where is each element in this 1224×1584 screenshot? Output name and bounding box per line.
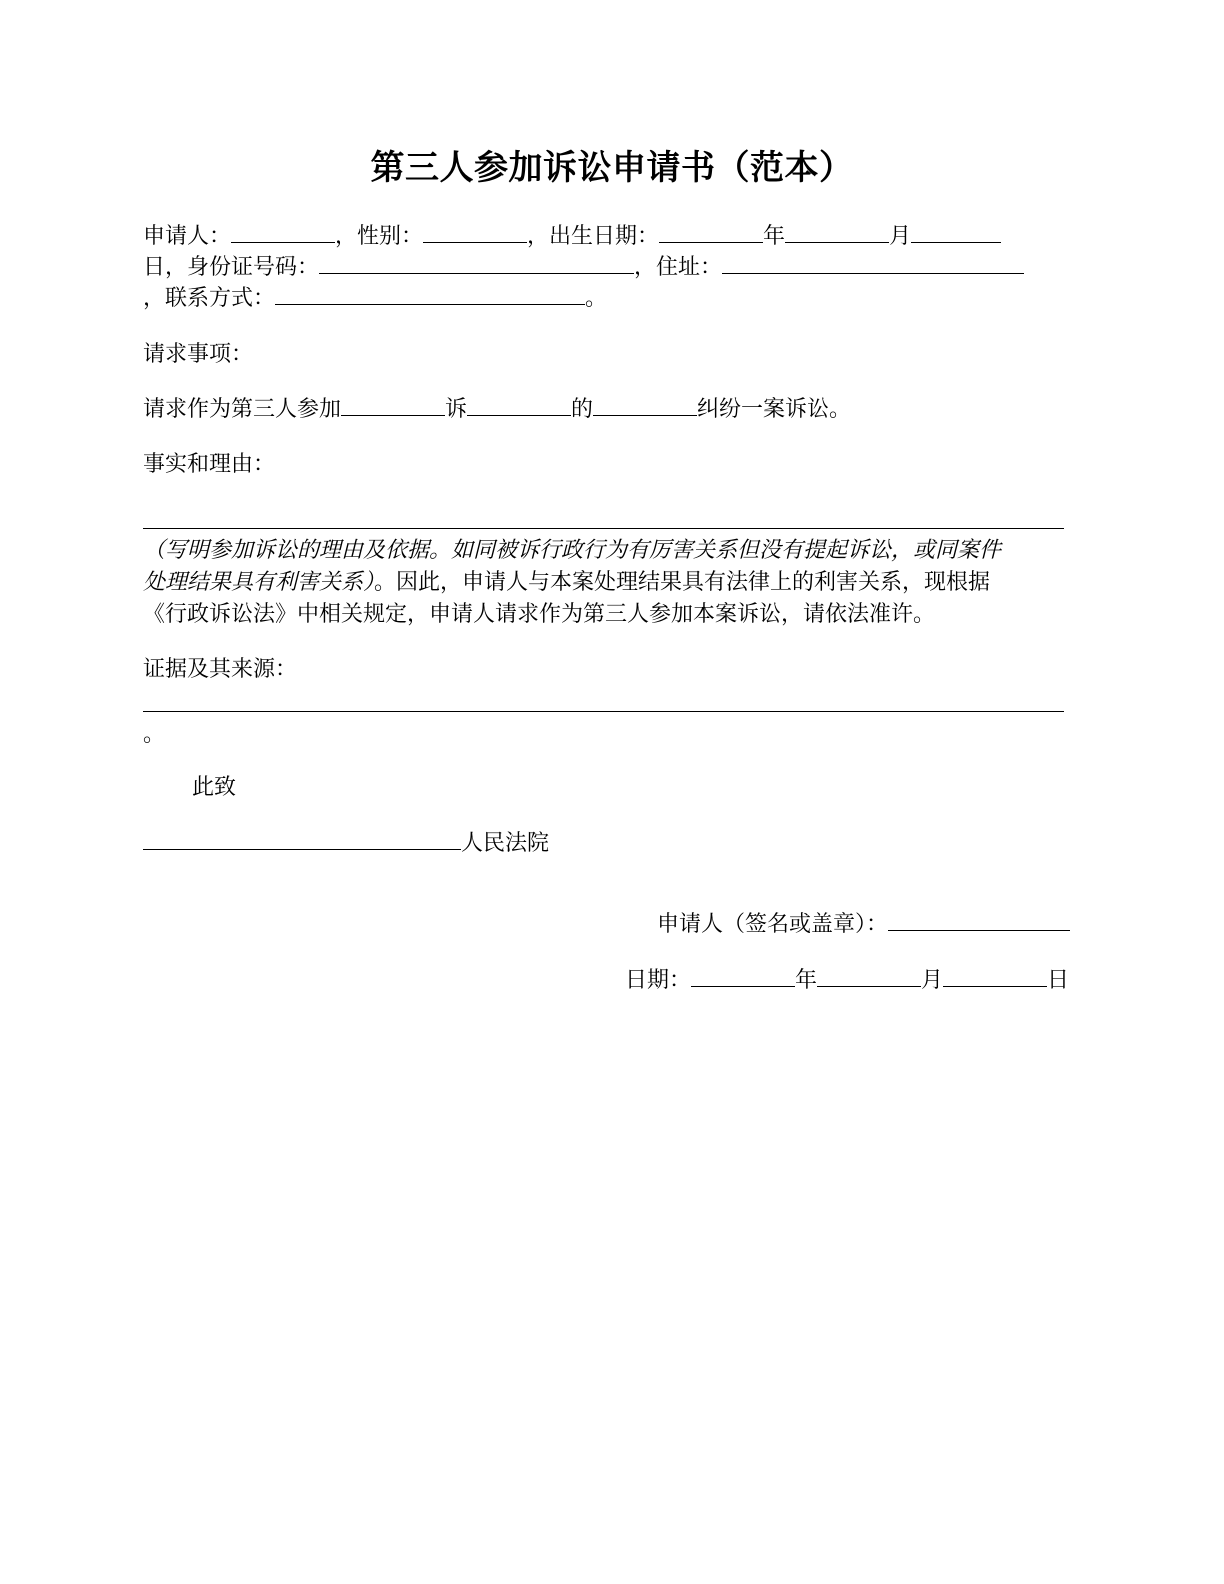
contact-period: 。 (585, 286, 608, 311)
dispute-type-blank[interactable] (593, 395, 697, 416)
date-year-text: 年 (794, 968, 817, 993)
date-label: 日期： (624, 968, 691, 993)
evidence-blank-line[interactable] (143, 711, 1064, 712)
date-line (625, 966, 1069, 996)
evidence-period: 。 (143, 722, 166, 747)
birth-label: ，出生日期： (527, 224, 660, 249)
birth-month-text: 月 (889, 224, 912, 249)
court-name-blank[interactable] (143, 829, 461, 850)
date-month-blank[interactable] (817, 966, 921, 987)
gender-label: ，性别： (335, 224, 424, 249)
request-text-1: 请求作为第三人参加 (143, 397, 342, 422)
birth-month-blank[interactable] (785, 222, 889, 243)
address-label: ，住址： (634, 255, 723, 280)
facts-italic-line-1: （写明参加诉讼的理由及依据。如同被诉行政行为有厉害关系但没有提起诉讼，或同案件 (143, 538, 1002, 563)
plaintiff-blank[interactable] (341, 395, 445, 416)
request-text-3: 的 (571, 397, 594, 422)
birth-year-text: 年 (763, 224, 786, 249)
facts-blank-line[interactable] (143, 528, 1064, 529)
contact-blank[interactable] (275, 284, 585, 305)
signature-label: 申请人（签名或盖章）： (656, 912, 888, 937)
salutation: 此致 (192, 775, 237, 800)
defendant-blank[interactable] (467, 395, 571, 416)
facts-line-2 (143, 568, 990, 598)
contact-label: ，联系方式： (143, 286, 276, 311)
applicant-info-line-3 (143, 284, 607, 314)
id-number-blank[interactable] (319, 253, 634, 274)
court-suffix: 人民法院 (461, 831, 550, 856)
date-day-blank[interactable] (943, 966, 1047, 987)
gender-blank[interactable] (423, 222, 527, 243)
birth-year-blank[interactable] (659, 222, 763, 243)
date-month-text: 月 (920, 968, 943, 993)
court-line (143, 829, 549, 859)
birth-day-blank[interactable] (911, 222, 1001, 243)
address-blank[interactable] (722, 253, 1024, 274)
birth-day-text: 日 (143, 255, 166, 280)
date-day-text: 日 (1046, 968, 1069, 993)
request-text-4: 纠纷一案诉讼。 (697, 397, 852, 422)
facts-heading: 事实和理由： (143, 452, 276, 477)
signature-line (657, 910, 1070, 940)
applicant-label: 申请人： (143, 224, 232, 249)
document-title: 第三人参加诉讼申请书（范本） (370, 148, 854, 188)
request-text-2: 诉 (445, 397, 468, 422)
applicant-info-line-2 (143, 253, 1024, 283)
signature-blank[interactable] (888, 910, 1070, 931)
request-line (143, 395, 851, 425)
request-heading: 请求事项： (143, 342, 254, 367)
applicant-name-blank[interactable] (231, 222, 335, 243)
date-year-blank[interactable] (691, 966, 795, 987)
evidence-heading: 证据及其来源： (143, 657, 298, 682)
facts-line-2-rest: 。因此，申请人与本案处理结果具有法律上的利害关系，现根据 (374, 570, 991, 595)
applicant-info-line-1 (143, 222, 1001, 252)
facts-italic-line-2: 处理结果具有利害关系） (143, 570, 375, 595)
facts-line-3: 《行政诉讼法》中相关规定，申请人请求作为第三人参加本案诉讼，请依法准许。 (143, 602, 936, 627)
id-label: ，身份证号码： (165, 255, 320, 280)
